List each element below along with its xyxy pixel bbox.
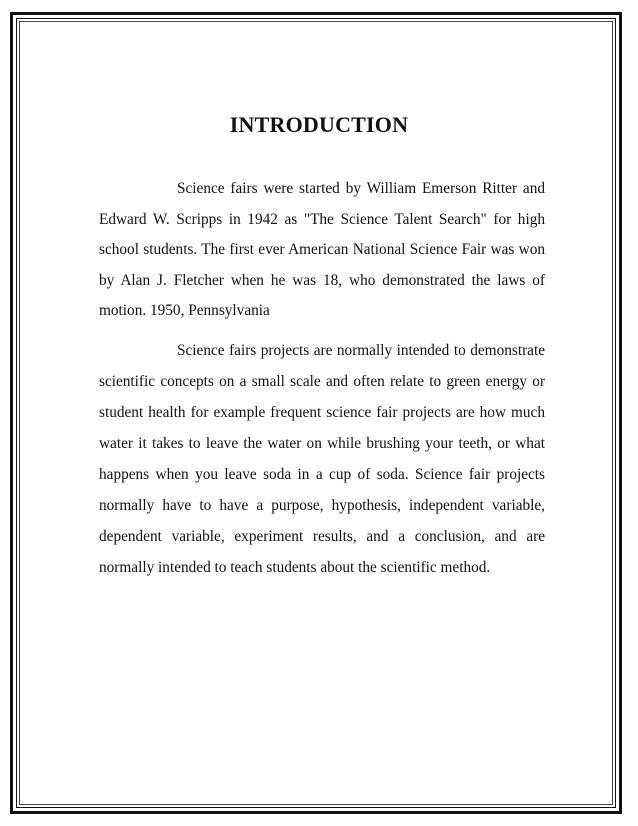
paragraph-history: Science fairs were started by William Emerson Ritter and Edward W. Scripps in 1942 as "The Science Talent Search" for high school students. The first ever American National Science Fair was won by Alan J. Fletcher when he was 18, who demonstrated the laws of motion. 1950, Pennsylvania	[99, 180, 545, 319]
paragraph-projects: Science fairs projects are normally intended to demonstrate scientific concepts on a small scale and often relate to green energy or student health for example frequent science fair projects are how much water it takes to leave the water on while brushing your teeth, or what happens when you leave soda in a cup of soda. Science fair projects normally have to have a purpose, hypothesis, independent variable, dependent variable, experiment results, and a conclusion, and are normally intended to teach students about the scientific method.	[99, 342, 545, 576]
document-title-text: INTRODUCTION	[229, 112, 409, 137]
document-title	[0, 112, 638, 138]
